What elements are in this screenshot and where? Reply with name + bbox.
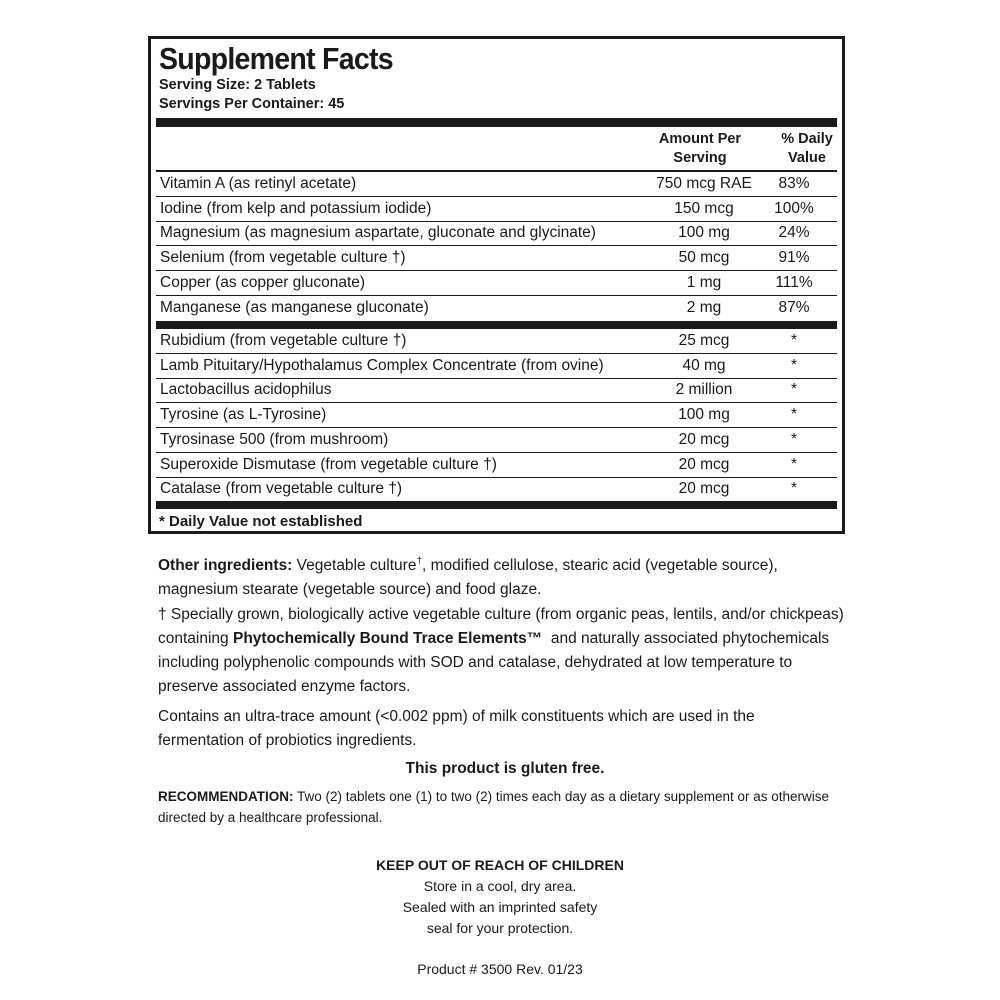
- nutrient-row: [156, 453, 837, 478]
- nutrient-name: Tyrosine (as L-Tyrosine): [160, 406, 327, 424]
- nutrient-daily-value: 111%: [775, 273, 813, 291]
- nutrient-amount: 20 mcg: [678, 480, 730, 498]
- servings-per-container: Servings Per Container: 45: [159, 96, 345, 112]
- other-ingredients-text-2: , modified cellulose, stearic acid (vegetable source),: [422, 557, 778, 575]
- nutrient-row: [156, 221, 837, 246]
- recommendation-label: RECOMMENDATION:: [158, 789, 294, 804]
- culture-note-line-2-pre: containing: [158, 630, 233, 647]
- culture-note-line-2-bold: Phytochemically Bound Trace Elements™: [232, 630, 543, 647]
- nutrient-daily-value: *: [790, 455, 798, 473]
- nutrient-amount: 50 mcg: [678, 249, 730, 267]
- thick-divider: [156, 321, 837, 329]
- seal-line-1: Sealed with an imprinted safety: [402, 899, 598, 915]
- amount-per-serving-header: [637, 130, 763, 168]
- nutrient-daily-value: *: [790, 480, 798, 498]
- nutrient-row: [156, 271, 837, 296]
- daily-value-header: [765, 130, 849, 168]
- nutrient-row: [156, 197, 837, 222]
- dv-header-line-1: % Daily: [781, 131, 833, 147]
- dv-header-line-2: Value: [788, 150, 826, 166]
- nutrient-daily-value: *: [790, 356, 798, 374]
- daily-value-footnote: * Daily Value not established: [159, 513, 363, 530]
- nutrient-amount: 25 mcg: [678, 332, 730, 349]
- nutrient-amount: 20 mcg: [678, 455, 730, 473]
- milk-note-line-1: Contains an ultra-trace amount (<0.002 ppm) of milk constituents which are used in the: [158, 708, 755, 725]
- seal-line-2: seal for your protection.: [426, 920, 574, 936]
- nutrient-name: Manganese (as manganese gluconate): [160, 298, 429, 316]
- culture-note-line-2-post: and naturally associated phytochemicals: [542, 630, 830, 647]
- thick-divider: [156, 118, 837, 127]
- nutrient-amount: 2 million: [675, 381, 733, 399]
- gluten-free-statement: This product is gluten free.: [405, 760, 605, 777]
- other-ingredients-text-3: magnesium stearate (vegetable source) and food glaze.: [158, 581, 542, 599]
- serving-size: Serving Size: 2 Tablets: [159, 77, 316, 93]
- panel-title: Supplement Facts: [159, 41, 393, 76]
- culture-note-line-4: preserve associated enzyme factors.: [158, 678, 411, 695]
- nutrient-name: Selenium (from vegetable culture †): [160, 249, 406, 267]
- nutrient-row: [156, 378, 837, 403]
- recommendation-line-2: directed by a healthcare professional.: [158, 810, 383, 825]
- nutrient-daily-value: 24%: [778, 224, 810, 242]
- dagger-mark: †: [416, 556, 423, 567]
- other-ingredients: [158, 550, 858, 602]
- amount-header-line-1: Amount Per: [658, 131, 742, 147]
- nutrient-daily-value: *: [790, 381, 798, 399]
- nutrient-daily-value: 91%: [778, 249, 810, 267]
- thick-divider: [156, 501, 837, 509]
- nutrient-name: Vitamin A (as retinyl acetate): [160, 175, 357, 192]
- milk-note: [158, 705, 858, 753]
- nutrient-daily-value: 87%: [778, 298, 810, 316]
- nutrient-amount: 150 mcg: [674, 199, 734, 217]
- storage-instruction: Store in a cool, dry area.: [423, 878, 577, 894]
- recommendation: [158, 786, 858, 828]
- culture-note: [158, 603, 858, 699]
- nutrient-name: Catalase (from vegetable culture †): [160, 480, 403, 498]
- amount-header-line-2: Serving: [673, 150, 727, 166]
- recommendation-line-1: Two (2) tablets one (1) to two (2) times each day as a dietary supplement or as otherwise: [293, 789, 830, 804]
- nutrient-amount: 750 mcg RAE: [656, 175, 752, 192]
- nutrient-row: [156, 296, 837, 321]
- culture-note-line-1: † Specially grown, biologically active vegetable culture (from organic peas, lentils, and/or chickpeas): [158, 606, 844, 623]
- nutrient-amount: 20 mcg: [678, 430, 730, 448]
- milk-note-line-2: fermentation of probiotics ingredients.: [158, 732, 417, 749]
- nutrient-daily-value: *: [790, 430, 798, 448]
- nutrient-row: [156, 172, 837, 197]
- nutrient-name: Lamb Pituitary/Hypothalamus Complex Concentrate (from ovine): [160, 356, 604, 374]
- nutrient-name: Lactobacillus acidophilus: [160, 381, 332, 399]
- product-number: Product # 3500 Rev. 01/23: [417, 961, 583, 977]
- nutrient-daily-value: 100%: [774, 199, 814, 217]
- nutrient-daily-value: *: [790, 332, 798, 349]
- nutrient-row: [156, 403, 837, 428]
- nutrient-name: Superoxide Dismutase (from vegetable culture †): [160, 455, 497, 473]
- nutrient-name: Rubidium (from vegetable culture †): [160, 332, 407, 349]
- nutrient-name: Copper (as copper gluconate): [160, 273, 366, 291]
- nutrient-daily-value: *: [790, 406, 798, 424]
- nutrient-amount: 2 mg: [686, 298, 722, 316]
- nutrient-amount: 100 mg: [678, 406, 730, 424]
- nutrient-row: [156, 477, 837, 502]
- nutrient-row: [156, 329, 837, 354]
- other-ingredients-label: Other ingredients:: [158, 557, 293, 575]
- nutrient-row: [156, 354, 837, 379]
- nutrient-name: Iodine (from kelp and potassium iodide): [160, 199, 432, 217]
- supplement-facts-panel: [148, 36, 845, 534]
- nutrient-amount: 40 mg: [682, 356, 726, 374]
- nutrient-row: [156, 246, 837, 271]
- other-ingredients-text-1: Vegetable culture: [292, 557, 417, 575]
- nutrient-name: Magnesium (as magnesium aspartate, gluconate and glycinate): [160, 224, 596, 242]
- nutrient-amount: 1 mg: [686, 273, 722, 291]
- nutrient-name: Tyrosinase 500 (from mushroom): [160, 430, 389, 448]
- nutrient-daily-value: 83%: [778, 175, 810, 192]
- nutrient-row: [156, 428, 837, 453]
- culture-note-line-3: including polyphenolic compounds with SOD and catalase, dehydrated at low temperature to: [158, 654, 793, 671]
- nutrient-amount: 100 mg: [678, 224, 730, 242]
- keep-out-warning: KEEP OUT OF REACH OF CHILDREN: [376, 857, 624, 873]
